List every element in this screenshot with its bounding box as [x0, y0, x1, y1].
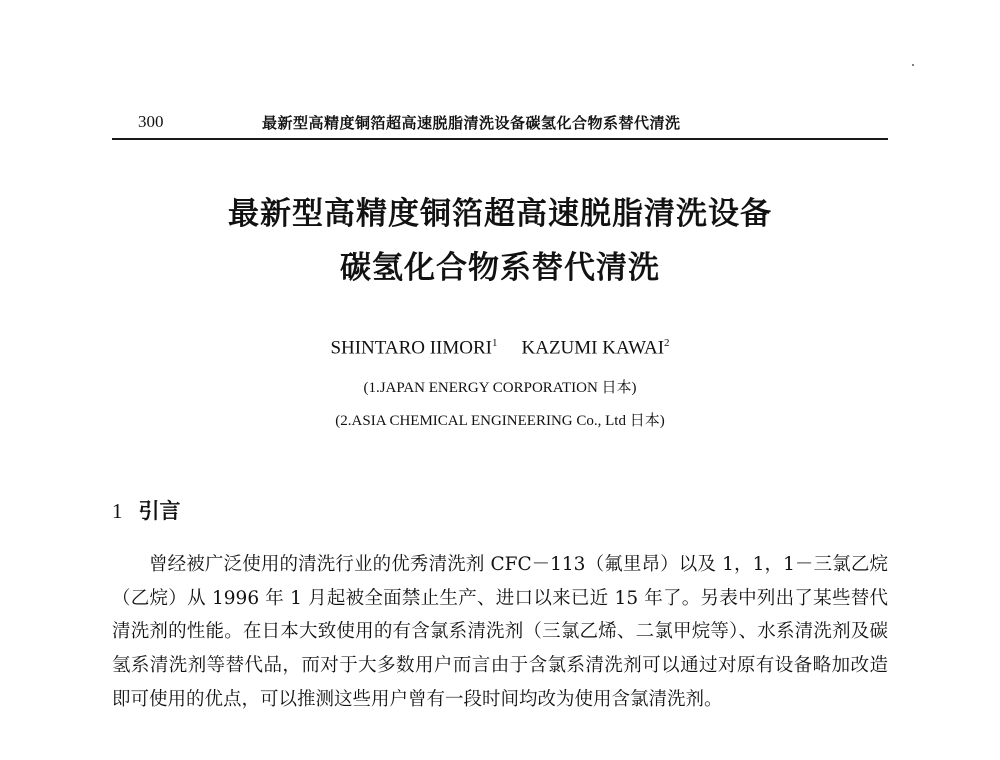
- intro-paragraph: 曾经被广泛使用的清洗行业的优秀清洗剂 CFC－113（氟里昂）以及 1，1，1－三氯乙烷（乙烷）从 1996 年 1 月起被全面禁止生产、进口以来已近 15 年了。另表中列出了某些替代清洗剂的性能。在日本大致使用的有含氯系清洗剂（三氯乙烯、二氯甲烷等）、水系清洗剂及碳氢系清洗剂等替代品，而对于大多数用户而言由于含氯系清洗剂可以通过对原有设备略加改造即可使用的优点，可以推测这些用户曾有一段时间均改为使用含氯清洗剂。: [112, 554, 888, 710]
- section-number: 1: [112, 499, 123, 523]
- running-title: 最新型高精度铜箔超高速脱脂清洗设备碳氢化合物系替代清洗: [262, 114, 681, 132]
- affiliation-2: (2.ASIA CHEMICAL ENGINEERING Co., Ltd 日本): [335, 413, 665, 429]
- paper-title-line-1: 最新型高精度铜箔超高速脱脂清洗设备: [228, 196, 772, 232]
- author-line: [0, 337, 1000, 359]
- scan-dot: [912, 64, 914, 66]
- affiliation-mark: 2: [664, 337, 670, 349]
- affiliation-1: (1.JAPAN ENERGY CORPORATION 日本): [363, 380, 637, 396]
- section-title: 引言: [138, 499, 181, 523]
- running-header: [112, 108, 888, 140]
- author-name: SHINTARO IIMORI: [330, 337, 492, 359]
- section-heading: [112, 495, 181, 525]
- paper-title-line-2: 碳氢化合物系替代清洗: [340, 250, 660, 286]
- affiliation-mark: 1: [492, 337, 498, 349]
- author-name: KAZUMI KAWAI: [521, 337, 665, 359]
- page-number: 300: [138, 112, 164, 131]
